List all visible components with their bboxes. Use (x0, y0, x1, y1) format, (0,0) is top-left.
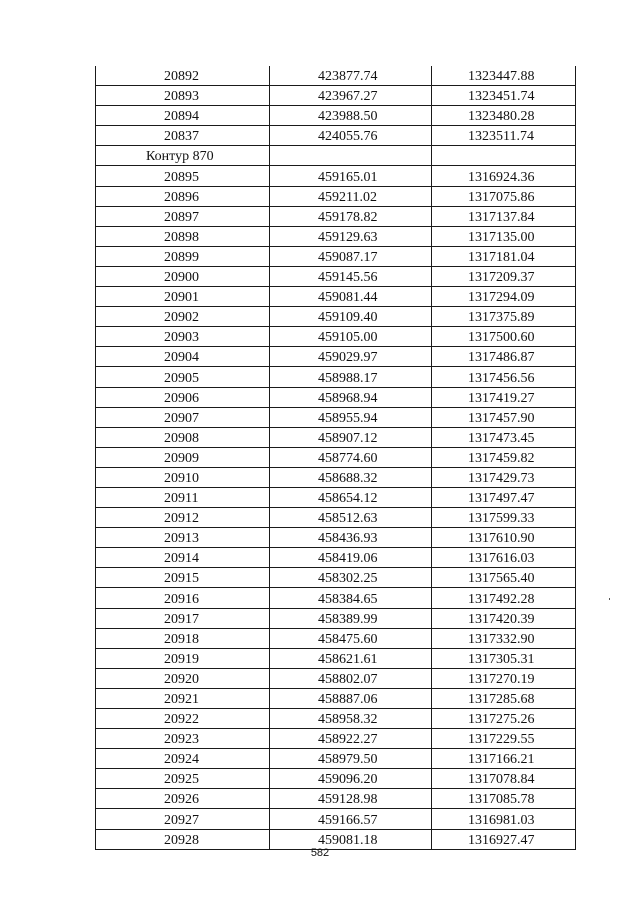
x-coordinate-cell: 458979.50 (270, 749, 432, 769)
y-coordinate-cell: 1317457.90 (432, 407, 576, 427)
y-coordinate-cell: 1317429.73 (432, 467, 576, 487)
y-coordinate-cell: 1323480.28 (432, 106, 576, 126)
x-coordinate-cell: 458688.32 (270, 467, 432, 487)
y-coordinate-cell: 1317078.84 (432, 769, 576, 789)
point-id-cell: 20915 (96, 568, 270, 588)
table-row (96, 528, 576, 548)
point-id-cell: 20921 (96, 688, 270, 708)
x-coordinate-cell: 459081.18 (270, 829, 432, 849)
y-coordinate-cell: 1317497.47 (432, 487, 576, 507)
table-row (96, 106, 576, 126)
x-coordinate-cell: 459129.63 (270, 226, 432, 246)
x-coordinate-cell: 458436.93 (270, 528, 432, 548)
x-coordinate-cell: 458907.12 (270, 427, 432, 447)
point-id-cell: 20898 (96, 226, 270, 246)
point-id-cell: 20906 (96, 387, 270, 407)
x-coordinate-cell: 458988.17 (270, 367, 432, 387)
table-row (96, 809, 576, 829)
y-coordinate-cell: 1317599.33 (432, 508, 576, 528)
table-row (96, 226, 576, 246)
table-row (96, 307, 576, 327)
x-coordinate-cell: 459081.44 (270, 287, 432, 307)
x-coordinate-cell: 424055.76 (270, 126, 432, 146)
table-row (96, 427, 576, 447)
table-row (96, 266, 576, 286)
x-coordinate-cell: 458955.94 (270, 407, 432, 427)
point-id-cell: 20905 (96, 367, 270, 387)
table-row (96, 407, 576, 427)
table-row (96, 86, 576, 106)
x-coordinate-cell: 458774.60 (270, 447, 432, 467)
x-coordinate-cell: 458654.12 (270, 487, 432, 507)
table-row (96, 548, 576, 568)
y-coordinate-cell: 1317610.90 (432, 528, 576, 548)
point-id-cell: 20923 (96, 729, 270, 749)
y-coordinate-cell: 1317270.19 (432, 668, 576, 688)
x-coordinate-cell: 458958.32 (270, 709, 432, 729)
y-coordinate-cell: 1317419.27 (432, 387, 576, 407)
point-id-cell: 20926 (96, 789, 270, 809)
page-number: 582 (310, 847, 330, 859)
x-coordinate-cell: 459166.57 (270, 809, 432, 829)
y-coordinate-cell: 1317305.31 (432, 648, 576, 668)
x-coordinate-cell: 459105.00 (270, 327, 432, 347)
x-coordinate-cell: 458384.65 (270, 588, 432, 608)
point-id-cell: 20911 (96, 487, 270, 507)
y-coordinate-cell: 1317473.45 (432, 427, 576, 447)
table-row (96, 126, 576, 146)
table-row (96, 588, 576, 608)
y-coordinate-cell: 1317135.00 (432, 226, 576, 246)
table-row (96, 287, 576, 307)
x-coordinate-cell: 458389.99 (270, 608, 432, 628)
y-coordinate-cell: 1317275.26 (432, 709, 576, 729)
point-id-cell: 20892 (96, 66, 270, 86)
coordinate-table-body (96, 66, 576, 849)
y-coordinate-cell: 1317085.78 (432, 789, 576, 809)
point-id-cell: 20927 (96, 809, 270, 829)
empty-cell (432, 146, 576, 166)
table-section-heading-row (96, 146, 576, 166)
table-row (96, 327, 576, 347)
section-heading: Контур 870 (96, 146, 270, 166)
point-id-cell: 20910 (96, 467, 270, 487)
y-coordinate-cell: 1316981.03 (432, 809, 576, 829)
x-coordinate-cell: 423877.74 (270, 66, 432, 86)
x-coordinate-cell: 459178.82 (270, 206, 432, 226)
point-id-cell: 20904 (96, 347, 270, 367)
table-row (96, 186, 576, 206)
x-coordinate-cell: 459096.20 (270, 769, 432, 789)
scan-speck (609, 598, 610, 600)
point-id-cell: 20903 (96, 327, 270, 347)
point-id-cell: 20909 (96, 447, 270, 467)
x-coordinate-cell: 458302.25 (270, 568, 432, 588)
x-coordinate-cell: 458802.07 (270, 668, 432, 688)
x-coordinate-cell: 458968.94 (270, 387, 432, 407)
point-id-cell: 20916 (96, 588, 270, 608)
y-coordinate-cell: 1317209.37 (432, 266, 576, 286)
y-coordinate-cell: 1317294.09 (432, 287, 576, 307)
point-id-cell: 20928 (96, 829, 270, 849)
table-row (96, 447, 576, 467)
point-id-cell: 20901 (96, 287, 270, 307)
x-coordinate-cell: 423988.50 (270, 106, 432, 126)
x-coordinate-cell: 458922.27 (270, 729, 432, 749)
table-row (96, 568, 576, 588)
table-row (96, 709, 576, 729)
x-coordinate-cell: 458621.61 (270, 648, 432, 668)
table-row (96, 66, 576, 86)
y-coordinate-cell: 1317456.56 (432, 367, 576, 387)
table-row (96, 668, 576, 688)
table-row (96, 387, 576, 407)
y-coordinate-cell: 1323511.74 (432, 126, 576, 146)
x-coordinate-cell: 459109.40 (270, 307, 432, 327)
y-coordinate-cell: 1317229.55 (432, 729, 576, 749)
y-coordinate-cell: 1317285.68 (432, 688, 576, 708)
y-coordinate-cell: 1317500.60 (432, 327, 576, 347)
point-id-cell: 20912 (96, 508, 270, 528)
y-coordinate-cell: 1317459.82 (432, 447, 576, 467)
x-coordinate-cell: 459211.02 (270, 186, 432, 206)
table-row (96, 628, 576, 648)
point-id-cell: 20922 (96, 709, 270, 729)
y-coordinate-cell: 1317420.39 (432, 608, 576, 628)
table-row (96, 487, 576, 507)
point-id-cell: 20907 (96, 407, 270, 427)
table-row (96, 729, 576, 749)
point-id-cell: 20900 (96, 266, 270, 286)
point-id-cell: 20925 (96, 769, 270, 789)
point-id-cell: 20837 (96, 126, 270, 146)
point-id-cell: 20895 (96, 166, 270, 186)
table-row (96, 206, 576, 226)
y-coordinate-cell: 1317375.89 (432, 307, 576, 327)
point-id-cell: 20914 (96, 548, 270, 568)
table-row (96, 246, 576, 266)
y-coordinate-cell: 1316924.36 (432, 166, 576, 186)
table-row (96, 648, 576, 668)
point-id-cell: 20924 (96, 749, 270, 769)
x-coordinate-cell: 459145.56 (270, 266, 432, 286)
y-coordinate-cell: 1317492.28 (432, 588, 576, 608)
empty-cell (270, 146, 432, 166)
table-row (96, 508, 576, 528)
point-id-cell: 20919 (96, 648, 270, 668)
point-id-cell: 20918 (96, 628, 270, 648)
y-coordinate-cell: 1317075.86 (432, 186, 576, 206)
y-coordinate-cell: 1316927.47 (432, 829, 576, 849)
table-row (96, 769, 576, 789)
point-id-cell: 20894 (96, 106, 270, 126)
point-id-cell: 20920 (96, 668, 270, 688)
table-row (96, 608, 576, 628)
coordinate-table (95, 66, 576, 850)
point-id-cell: 20917 (96, 608, 270, 628)
point-id-cell: 20897 (96, 206, 270, 226)
x-coordinate-cell: 458475.60 (270, 628, 432, 648)
y-coordinate-cell: 1317616.03 (432, 548, 576, 568)
table-row (96, 749, 576, 769)
point-id-cell: 20913 (96, 528, 270, 548)
table-row (96, 789, 576, 809)
y-coordinate-cell: 1323447.88 (432, 66, 576, 86)
x-coordinate-cell: 458512.63 (270, 508, 432, 528)
x-coordinate-cell: 458887.06 (270, 688, 432, 708)
y-coordinate-cell: 1317332.90 (432, 628, 576, 648)
table-row (96, 688, 576, 708)
point-id-cell: 20896 (96, 186, 270, 206)
x-coordinate-cell: 459165.01 (270, 166, 432, 186)
x-coordinate-cell: 459128.98 (270, 789, 432, 809)
table-row (96, 347, 576, 367)
x-coordinate-cell: 459029.97 (270, 347, 432, 367)
table-row (96, 367, 576, 387)
point-id-cell: 20902 (96, 307, 270, 327)
y-coordinate-cell: 1317565.40 (432, 568, 576, 588)
x-coordinate-cell: 458419.06 (270, 548, 432, 568)
y-coordinate-cell: 1317181.04 (432, 246, 576, 266)
y-coordinate-cell: 1317166.21 (432, 749, 576, 769)
x-coordinate-cell: 423967.27 (270, 86, 432, 106)
y-coordinate-cell: 1317137.84 (432, 206, 576, 226)
point-id-cell: 20899 (96, 246, 270, 266)
y-coordinate-cell: 1317486.87 (432, 347, 576, 367)
point-id-cell: 20893 (96, 86, 270, 106)
x-coordinate-cell: 459087.17 (270, 246, 432, 266)
table-row (96, 467, 576, 487)
y-coordinate-cell: 1323451.74 (432, 86, 576, 106)
table-row (96, 166, 576, 186)
point-id-cell: 20908 (96, 427, 270, 447)
